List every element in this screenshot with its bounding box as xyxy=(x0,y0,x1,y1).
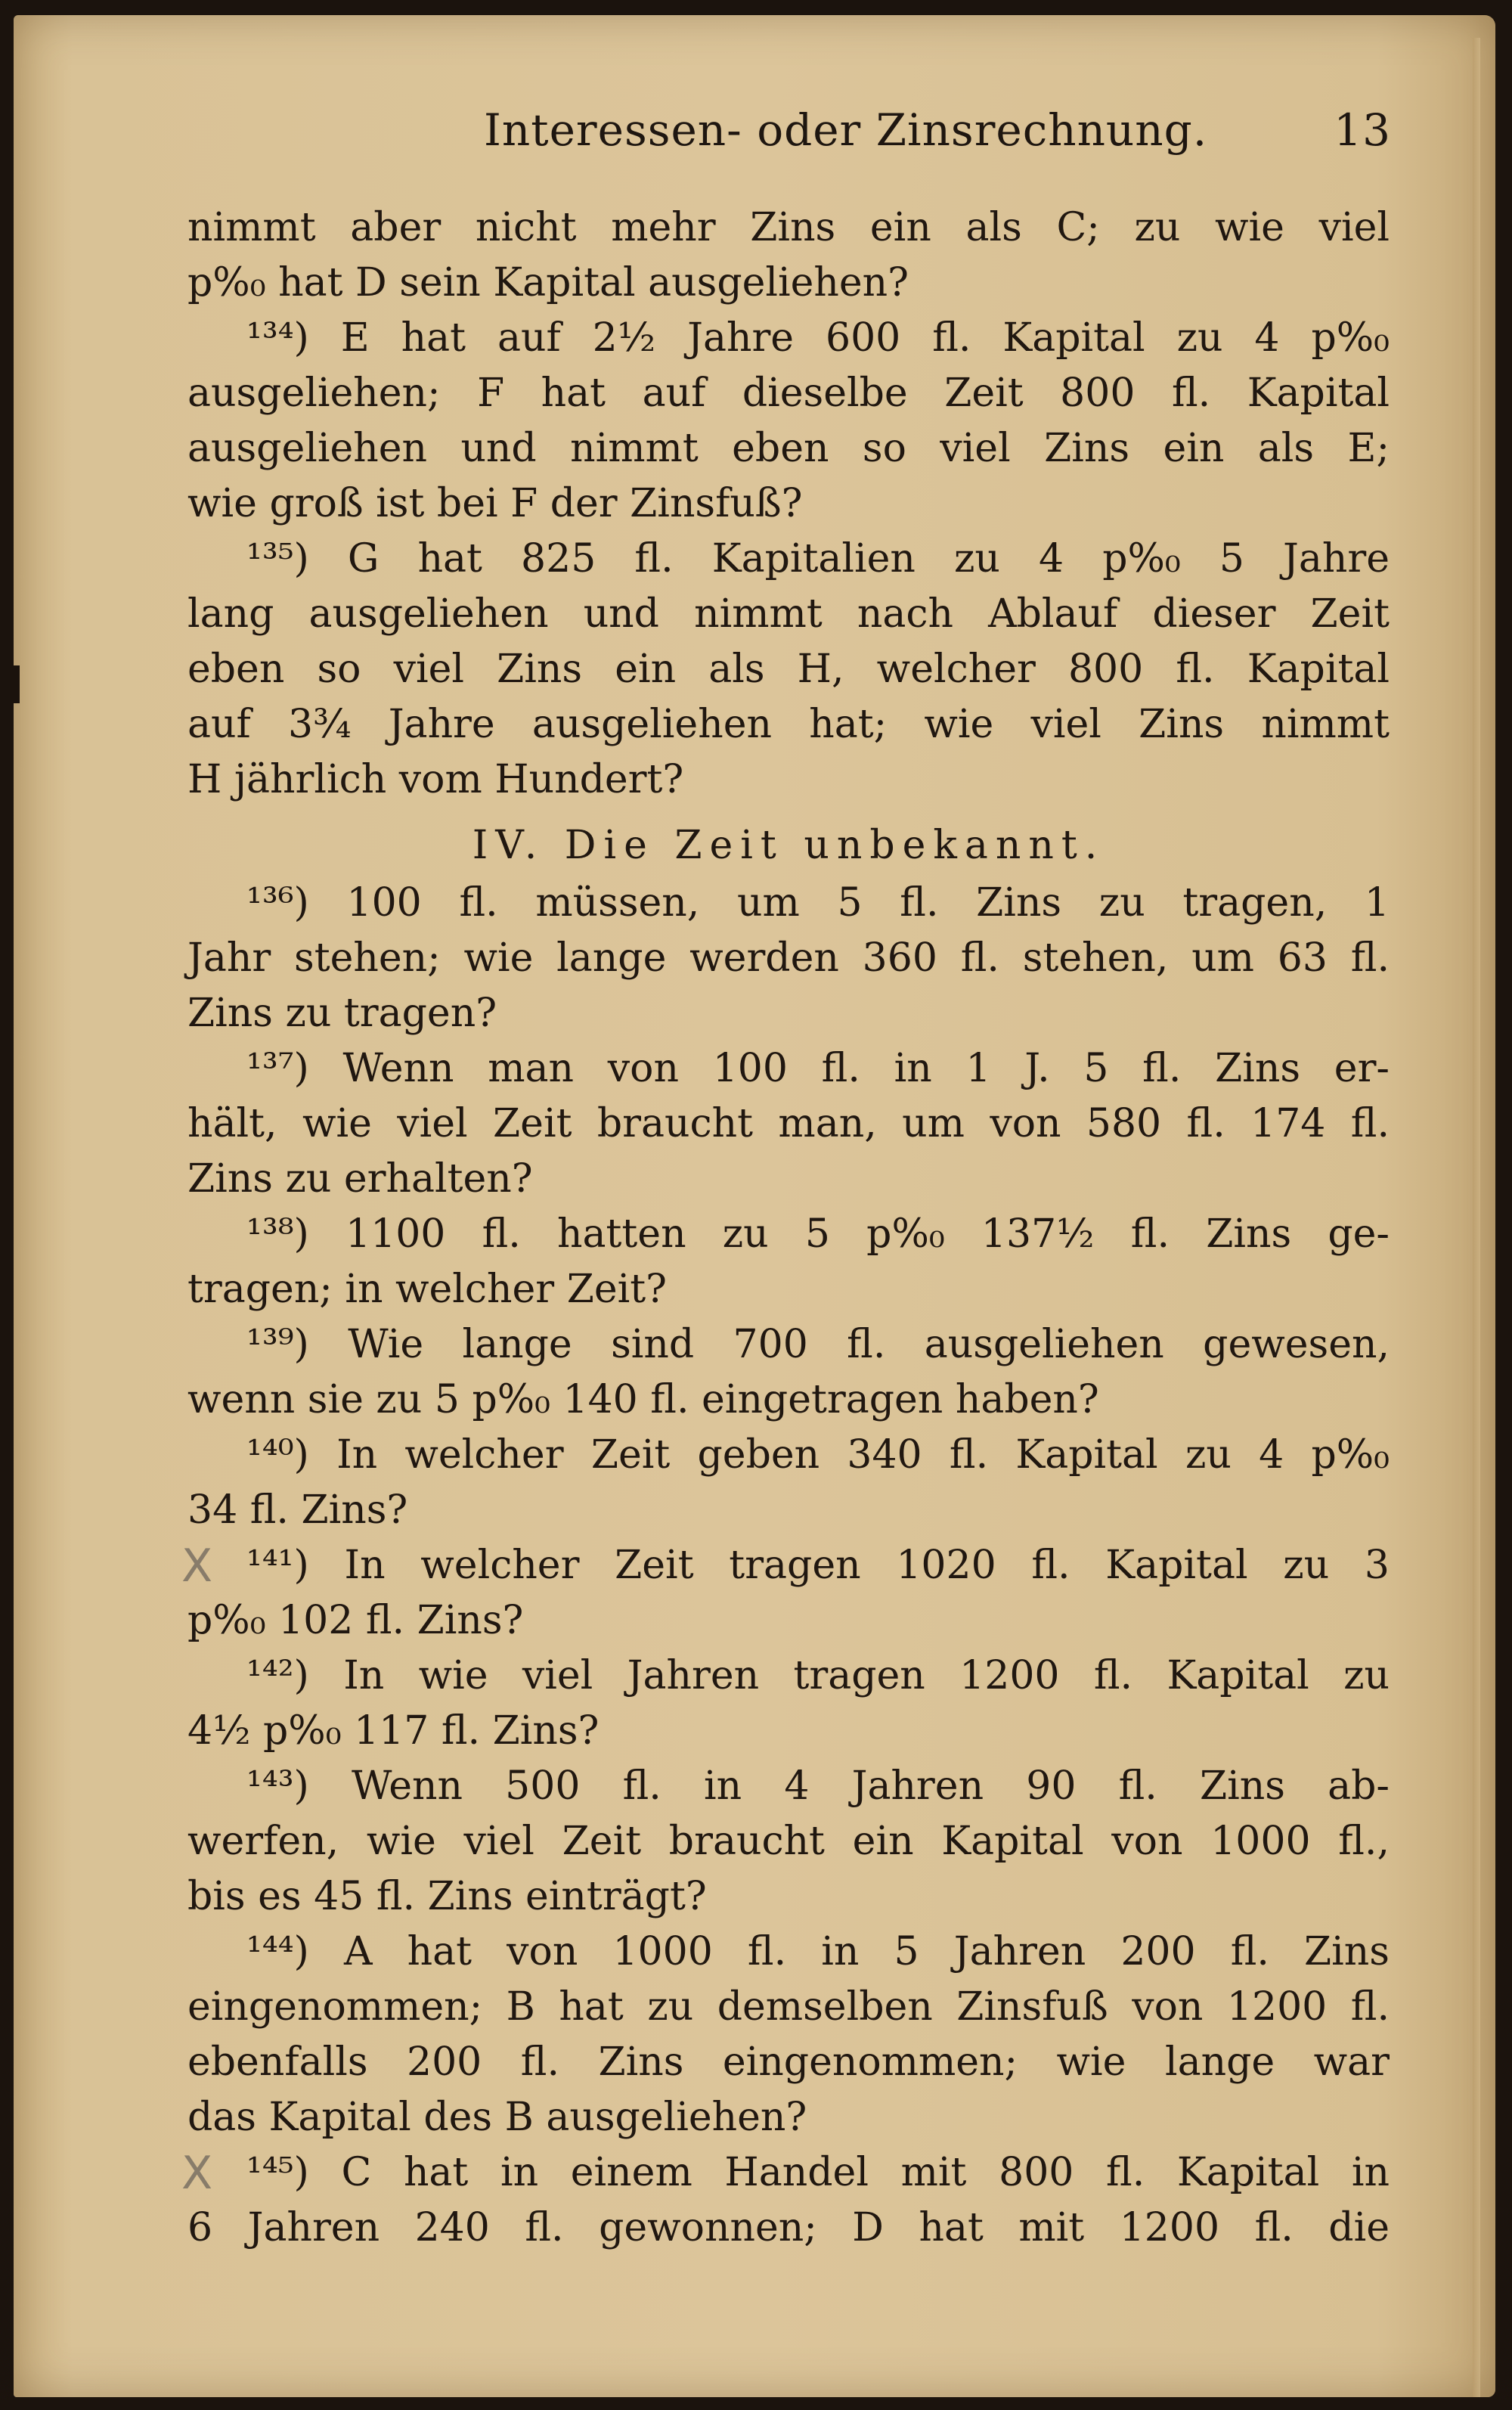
text-line: Zins zu tragen? xyxy=(187,991,497,1036)
text-line: auf 3¾ Jahre ausgeliehen hat; wie viel Zins nimmt xyxy=(187,702,1390,747)
text-line: ¹³⁵) G hat 825 fl. Kapitalien zu 4 p%₀ 5 Jahre xyxy=(246,536,1390,582)
page-number: 13 xyxy=(1334,104,1391,156)
pencil-mark: X xyxy=(181,2147,213,2200)
text-line: ¹³⁹) Wie lange sind 700 fl. ausgeliehen gewesen, xyxy=(246,1322,1390,1367)
text-line: Jahr stehen; wie lange werden 360 fl. stehen, um 63 fl. xyxy=(187,935,1390,981)
text-line: ¹⁴³) Wenn 500 fl. in 4 Jahren 90 fl. Zins ab- xyxy=(246,1763,1390,1809)
text-line: hält, wie viel Zeit braucht man, um von 580 fl. 174 fl. xyxy=(187,1101,1390,1146)
text-line: wenn sie zu 5 p%₀ 140 fl. eingetragen haben? xyxy=(187,1377,1099,1422)
text-line: ¹³⁴) E hat auf 2½ Jahre 600 fl. Kapital zu 4 p%₀ xyxy=(246,315,1390,361)
text-line: ¹³⁶) 100 fl. müssen, um 5 fl. Zins zu tragen, 1 xyxy=(246,880,1390,926)
text-line: eben so viel Zins ein als H, welcher 800 fl. Kapital xyxy=(187,647,1390,692)
text-line: ¹³⁸) 1100 fl. hatten zu 5 p%₀ 137½ fl. Zins ge- xyxy=(246,1211,1390,1257)
section-heading: IV. Die Zeit unbekannt. xyxy=(472,823,1105,868)
text-line: werfen, wie viel Zeit braucht ein Kapital von 1000 fl., xyxy=(187,1819,1390,1864)
text-line: 4½ p%₀ 117 fl. Zins? xyxy=(187,1708,600,1754)
text-line: ¹⁴⁴) A hat von 1000 fl. in 5 Jahren 200 fl. Zins xyxy=(246,1929,1390,1974)
text-line: ¹⁴²) In wie viel Jahren tragen 1200 fl. Kapital zu xyxy=(246,1653,1390,1698)
running-title: Interessen- oder Zinsrechnung. xyxy=(484,104,1208,156)
text-line: ¹⁴¹) In welcher Zeit tragen 1020 fl. Kapital zu 3 xyxy=(246,1543,1390,1588)
text-line: 6 Jahren 240 fl. gewonnen; D hat mit 1200 fl. die xyxy=(187,2205,1390,2250)
text-line: eingenommen; B hat zu demselben Zinsfuß von 1200 fl. xyxy=(187,1984,1390,2030)
text-line: bis es 45 fl. Zins einträgt? xyxy=(187,1874,707,1919)
text-line: ¹⁴⁰) In welcher Zeit geben 340 fl. Kapital zu 4 p%₀ xyxy=(246,1432,1390,1478)
text-line: lang ausgeliehen und nimmt nach Ablauf dieser Zeit xyxy=(187,591,1390,637)
text-line: ausgeliehen; F hat auf dieselbe Zeit 800 fl. Kapital xyxy=(187,371,1390,416)
pencil-mark: X xyxy=(181,1540,213,1593)
text-line: H jährlich vom Hundert? xyxy=(187,757,684,802)
text-line: wie groß ist bei F der Zinsfuß? xyxy=(187,481,803,526)
running-header xyxy=(484,104,1391,172)
text-line: das Kapital des B ausgeliehen? xyxy=(187,2095,807,2140)
text-line: nimmt aber nicht mehr Zins ein als C; zu wie viel xyxy=(187,205,1390,250)
text-line: p%₀ hat D sein Kapital ausgeliehen? xyxy=(187,260,909,306)
page-edge xyxy=(1473,38,1480,2397)
text-line: tragen; in welcher Zeit? xyxy=(187,1267,668,1312)
text-line: ausgeliehen und nimmt eben so viel Zins ein als E; xyxy=(187,426,1390,471)
text-line: ¹⁴⁵) C hat in einem Handel mit 800 fl. Kapital in xyxy=(246,2150,1390,2195)
text-line: 34 fl. Zins? xyxy=(187,1487,408,1533)
page-notch xyxy=(0,665,20,703)
text-line: p%₀ 102 fl. Zins? xyxy=(187,1598,524,1643)
text-line: ebenfalls 200 fl. Zins eingenommen; wie lange war xyxy=(187,2039,1390,2085)
page-text xyxy=(187,200,1390,2256)
text-line: ¹³⁷) Wenn man von 100 fl. in 1 J. 5 fl. Zins er- xyxy=(246,1046,1390,1091)
text-line: Zins zu erhalten? xyxy=(187,1156,533,1202)
